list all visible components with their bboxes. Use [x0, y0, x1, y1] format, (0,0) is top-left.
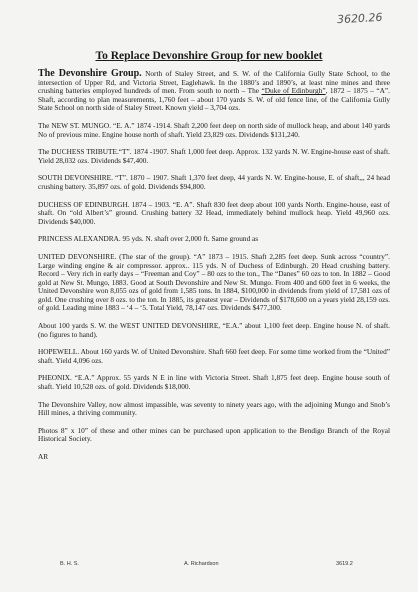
lead-paragraph	[38, 70, 390, 113]
handwritten-reference: 3620.26	[336, 10, 383, 27]
document-body	[38, 70, 390, 471]
footer-author: A. Richardson	[184, 561, 219, 567]
lead-text-1: North of Staley Street, and S. W. of the California Gully State School, to the intersection of Upper Rd, and Victoria Street, Eaglehawk. In the 1880’s and 1890’s, at least nine mines and three crushing batteries employed hundreds of men. From south to north – The	[38, 69, 390, 96]
paragraph-west-united-devonshire: About 100 yards S. W. the WEST UNITED DEVONSHIRE, “E.A.” about 1,100 feet deep. Engine house N. of shaft. (no figures to hand).	[38, 321, 390, 339]
paragraph-photos: Photos 8” x 10” of these and other mines can be purchased upon application to the Bendigo Branch of the Royal Historical Society.	[38, 425, 390, 444]
paragraph-south-devonshire: SOUTH DEVONSHIRE. “T”. 1870 – 1907. Shaft 1,370 feet deep, 44 yards N. W. Engine-house, E. of shaft,,, 24 head crushing battery. 35,897 ozs. of gold. Dividends $94,800.	[38, 173, 390, 191]
lead-text-2: , 1872 – 1875 – “A”. Shaft, according to plan measurements, 1,760 feet – about 170 yards S. W. of old fence line, of the California Gully State School on north side of Staley Street. Known yield – 3,704 ozs.	[38, 86, 391, 113]
paragraph-devonshire-valley: The Devonshire Valley, now almost impassible, was seventy to ninety years ago, with the adjoining Mungo and Snob’s Hill mines, a thriving community.	[38, 399, 390, 418]
paragraph-united-devonshire: UNITED DEVONSHIRE. (The star of the group). “A” 1873 – 1915. Shaft 2,285 feet deep. Sunk across “country”. Large winding engine & air compressor. approx.. 115 yds. N of Duchess of Edinburgh. 20 Head crushing battery. Record – Very rich in early days – “Freeman and Coy” – 80 ozs to the ton., The “Danes” 60 ozs to ton. In 1882 – Good gold at New St. Mungo, 1883. Good at South Devonshire and New St. Mungo. From 400 and 600 feet in 6 weeks, the United Devonshire won 8,055 ozs of gold from 1,585 tons. In 1884, $100,000 in dividends from yield of 17,581 ozs of gold. One crushing over 8 ozs. to the ton. In 1885, its greatest year – Dividends of $178,600 on a years yield 28,159 ozs. of gold. Leading mine 1883 – ‘4 – ‘5. Total Yield, 78,147 ozs. Dividends $477,300.	[38, 251, 390, 313]
paragraph-princess-alexandra: PRINCESS ALEXANDRA. 95 yds. N. shaft over 2,000 ft. Same ground as	[38, 234, 259, 244]
paragraph-pheonix: PHEONIX. “E.A.” Approx. 55 yards N E in line with Victoria Street. Shaft 1,875 feet deep. Engine house south of shaft. Yield 10,528 ozs. of gold. Dividends $18,000.	[38, 373, 390, 392]
lead-title: The Devonshire Group.	[38, 68, 142, 79]
footer-reference: 3619.2	[336, 561, 353, 567]
paragraph-duchess-of-edinburgh: DUCHESS OF EDINBURGH. 1874 – 1903. “E. A”. Shaft 830 feet deep about 100 yards North. Engine-house, east of shaft. On “old Albert’s” ground. Crushing battery 32 Head, immediately behind mullock heap. Yield 49,960 ozs. Dividends $40,000.	[38, 199, 390, 226]
paragraph-hopewell: HOPEWELL. About 160 yards W. of United Devonshire. Shaft 660 feet deep. For some time worked from the “United” shaft. Yield 4,096 ozs.	[38, 347, 390, 365]
footer-left: B. H. S.	[60, 561, 79, 567]
document-heading: To Replace Devonshire Group for new booklet	[95, 50, 323, 62]
lead-underlined: “Duke of Edinburgh”	[261, 86, 326, 96]
paragraph-new-st-mungo: The NEW ST. MUNGO. “E. A.” 1874 -1914. Shaft 2,200 feet deep on north side of mullock heap, and about 140 yards No of previous mine. Engine house north of shaft. Yield 23,829 ozs. Dividends $131,240.	[38, 120, 390, 139]
author-initials: AR	[38, 452, 49, 461]
paragraph-duchess-tribute: The DUCHESS TRIBUTE.“T”. 1874 -1907. Shaft 1,000 feet deep. Approx. 132 yards N. W. Engine-house east of shaft. Yield 28,032 ozs. Dividends $47,400.	[38, 147, 390, 165]
